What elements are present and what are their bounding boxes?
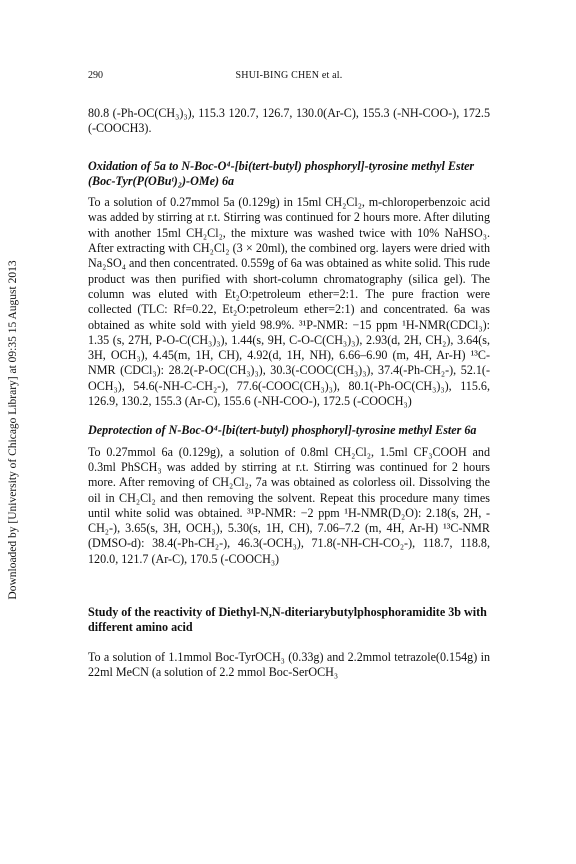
page-number: 290 (88, 70, 103, 81)
paragraph-reactivity: To a solution of 1.1mmol Boc-TyrOCH₃ (0.33g) and 2.2mmol tetrazole(0.154g) in 22ml MeCN (a solution of 2.2 mmol Boc-SerOCH₃ (88, 649, 490, 679)
running-title: SHUI-BING CHEN et al. (235, 70, 343, 81)
download-watermark (3, 30, 23, 830)
continuation-paragraph: 80.8 (-Ph-OC(CH₃)₃), 115.3 120.7, 126.7, 130.0(Ar-C), 155.3 (-NH-COO-), 172.5 (-COOCH3). (88, 106, 490, 136)
page-body (88, 68, 490, 680)
section-heading-deprotection: Deprotection of N-Boc-O⁴-[bi(tert-butyl) phosphoryl]-tyrosine methyl Ester 6a (88, 423, 477, 438)
section-heading-oxidation: Oxidation of 5a to N-Boc-O⁴-[bi(tert-butyl) phosphoryl]-tyrosine methyl Ester (Boc-Tyr(P(OBuᵗ)₂)-OMe) 6a (88, 158, 475, 188)
download-watermark-text: Downloaded by [University of Chicago Library] at 09:35 15 August 2013 (7, 260, 19, 600)
running-header (88, 68, 490, 84)
paragraph-deprotection: To 0.27mmol 6a (0.129g), a solution of 0.8ml CH₂Cl₂, 1.5ml CF₃COOH and 0.3ml PhSCH₃ was added by stirring at r.t. Stirring was continued for 2 hours more. After removing of CH₂Cl₂, 7a was obtained as colorless oil. Dissolving the oil in CH₂Cl₂ and then removing the solvent. Repeat this procedure many times until white solid was obtained. ³¹P-NMR: −2 ppm ¹H-NMR(D₂O): 2.18(s, 2H, -CH₂-), 3.65(s, 3H, OCH₃), 5.30(s, 1H, CH), 7.06–7.2 (m, 4H, Ar-H) ¹³C-NMR (DMSO-d): 38.4(-Ph-CH₂-), 46.3(-OCH₃), 71.8(-NH-CH-CO₂-), 118.7, 118.8, 120.0, 121.7 (Ar-C), 170.5 (-COOCH₃) (88, 444, 490, 566)
paragraph-oxidation: To a solution of 0.27mmol 5a (0.129g) in 15ml CH₂Cl₂, m-chloroperbenzoic acid was added by stirring at r.t. Stirring was continued for 2 hours more. After diluting with another 15ml CH₂Cl₂, the mixture was washed twice with 10% NaHSO₃. After extracting with CH₂Cl₂ (3 × 20ml), the combined org. layers were dried with Na₂SO₄ and then concentrated. 0.559g of 6a was obtained as white solid. This rude product was then purified with short-column chromatography (silica gel). The column was eluted with Et₂O:petroleum ether=2:1. The pure fraction were collected (TLC: Rf=0.22, Et₂O:petroleum ether=2:1) and concentrated. 6a was obtained as white sold with yield 98.9%. ³¹P-NMR: −15 ppm ¹H-NMR(CDCl₃): 1.35 (s, 27H, P-O-C(CH₃)₃), 1.44(s, 9H, C-O-C(CH₃)₃), 2.93(d, 2H, CH₂), 3.64(s, 3H, OCH₃), 4.45(m, 1H, CH), 4.92(d, 1H, NH), 6.66–6.90 (m, 4H, Ar-H) ¹³C-NMR (CDCl₃): 28.2(-P-OC(CH₃)₃), 30.3(-COOC(CH₃)₃), 37.4(-Ph-CH₂-), 52.1(-OCH₃), 54.6(-NH-C-CH₂-), 77.6(-COOC(CH₃)₃), 80.1(-Ph-OC(CH₃)₃), 115.6, 126.9, 130.2, 155.3 (Ar-C), 155.6 (-NH-COO-), 172.5 (-COOCH₃) (88, 195, 490, 409)
section-heading-reactivity: Study of the reactivity of Diethyl-N,N-diteriarybutylphosphoramidite 3b with different amino acid (88, 605, 487, 635)
